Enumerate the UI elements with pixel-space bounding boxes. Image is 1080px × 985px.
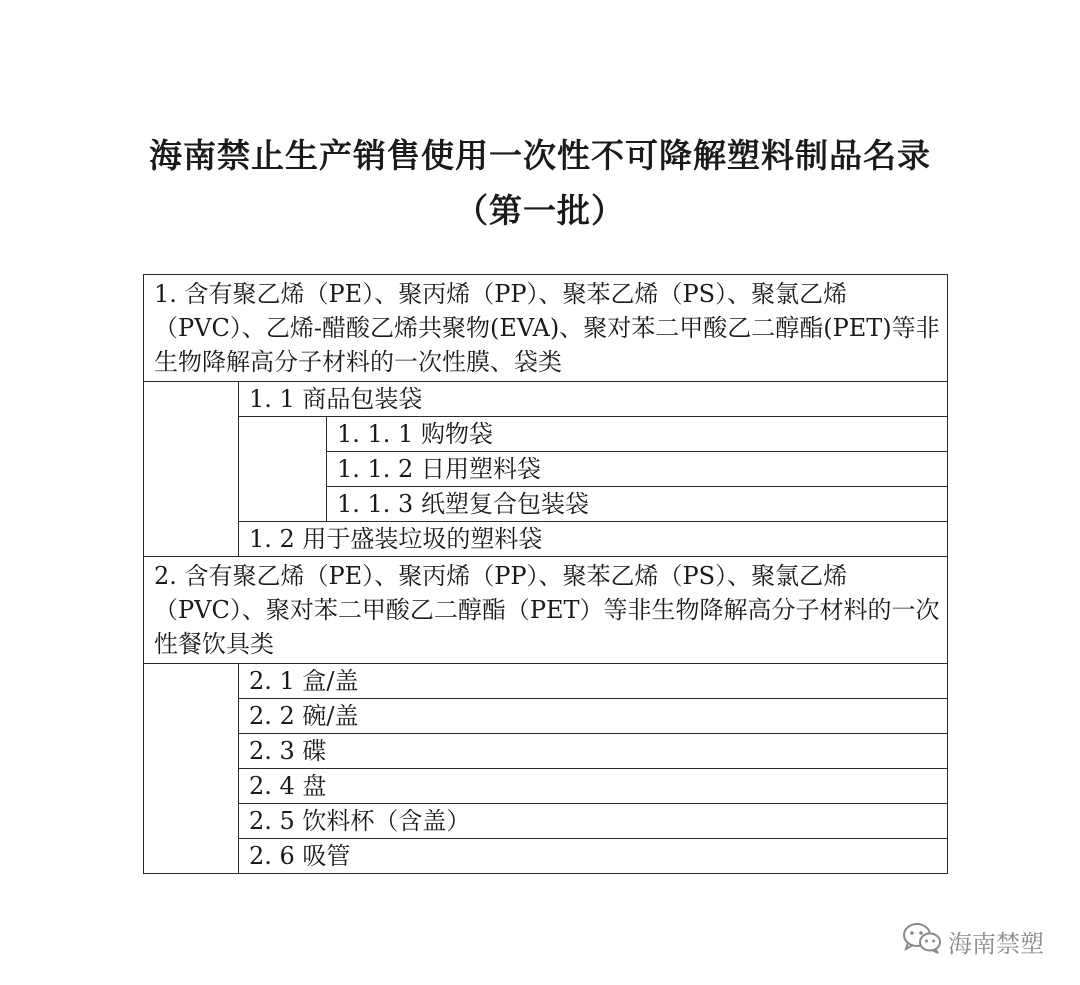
- item-1-1-2: 1. 1. 2 日用塑料袋: [327, 452, 948, 487]
- document-title: 海南禁止生产销售使用一次性不可降解塑料制品名录: [149, 136, 931, 175]
- item-1-2: 1. 2 用于盛装垃圾的塑料袋: [239, 522, 948, 557]
- item-2-6: 2. 6 吸管: [239, 839, 948, 874]
- item-2-5: 2. 5 饮料杯（含盖）: [239, 804, 948, 839]
- document-subtitle: （第一批）: [455, 191, 625, 230]
- indent-cell: [239, 417, 327, 522]
- section-2-heading: 2. 含有聚乙烯（PE）、聚丙烯（PP）、聚苯乙烯（PS）、聚氯乙烯（PVC）、聚对苯二甲酸乙二醇酯（PET）等非生物降解高分子材料的一次性餐饮具类: [144, 557, 948, 664]
- item-1-1-1: 1. 1. 1 购物袋: [327, 417, 948, 452]
- catalog-table: [143, 274, 948, 874]
- item-2-3: 2. 3 碟: [239, 734, 948, 769]
- item-2-4: 2. 4 盘: [239, 769, 948, 804]
- item-1-1: 1. 1 商品包装袋: [239, 382, 948, 417]
- watermark: [902, 922, 1044, 960]
- item-2-2: 2. 2 碗/盖: [239, 699, 948, 734]
- wechat-icon: [902, 922, 942, 960]
- watermark-text: 海南禁塑: [948, 929, 1044, 958]
- indent-cell: [144, 664, 239, 874]
- indent-cell: [144, 382, 239, 557]
- item-1-1-3: 1. 1. 3 纸塑复合包装袋: [327, 487, 948, 522]
- section-1-heading: 1. 含有聚乙烯（PE）、聚丙烯（PP）、聚苯乙烯（PS）、聚氯乙烯（PVC）、乙烯-醋酸乙烯共聚物(EVA)、聚对苯二甲酸乙二醇酯(PET)等非生物降解高分子材料的一次性膜、袋类: [144, 275, 948, 382]
- item-2-1: 2. 1 盒/盖: [239, 664, 948, 699]
